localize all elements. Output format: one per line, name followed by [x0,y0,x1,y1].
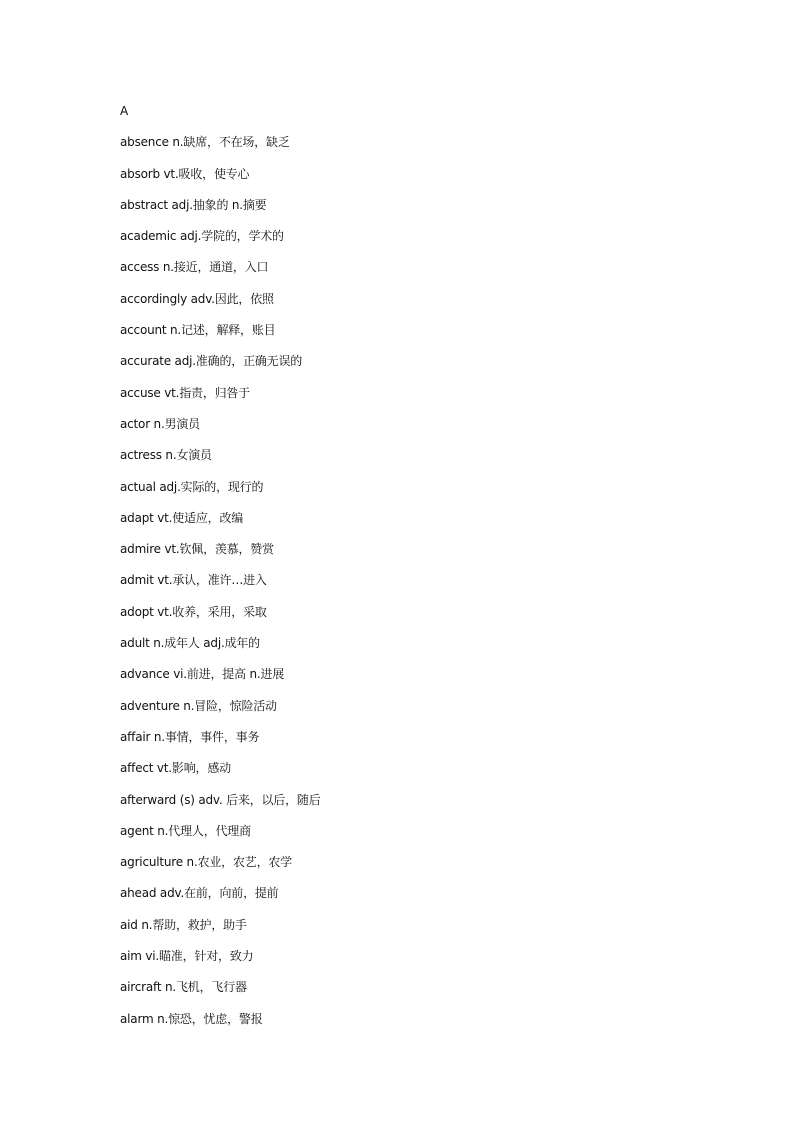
vocabulary-entry-aim: aim vi.瞄准，针对，致力 [120,949,254,964]
vocabulary-page [120,103,720,1042]
vocabulary-entry-academic: academic adj.学院的，学术的 [120,229,284,244]
vocabulary-entry-absorb: absorb vt.吸收，使专心 [120,166,250,181]
vocabulary-entry-account: account n.记述，解释，账目 [120,323,276,338]
vocabulary-entry-agent: agent n.代理人，代理商 [120,823,251,838]
vocabulary-entry-accuse: accuse vt.指责，归咎于 [120,385,251,400]
vocabulary-entry-aircraft: aircraft n.飞机，飞行器 [120,980,247,995]
vocabulary-list [120,134,720,1026]
vocabulary-entry-affect: affect vt.影响，感动 [120,761,231,776]
vocabulary-entry-advance: advance vi.前进，提高 n.进展 [120,667,285,682]
vocabulary-entry-alarm: alarm n.惊恐，忧虑，警报 [120,1011,263,1026]
vocabulary-entry-aid: aid n.帮助，救护，助手 [120,917,247,932]
vocabulary-entry-admit: admit vt.承认，准许…进入 [120,573,267,588]
vocabulary-entry-ahead: ahead adv.在前，向前，提前 [120,886,279,901]
vocabulary-entry-adult: adult n.成年人 adj.成年的 [120,636,260,651]
vocabulary-entry-actual: actual adj.实际的，现行的 [120,479,264,494]
vocabulary-entry-admire: admire vt.钦佩，羡慕，赞赏 [120,542,274,557]
vocabulary-entry-accurate: accurate adj.准确的，正确无误的 [120,354,303,369]
vocabulary-entry-actress: actress n.女演员 [120,448,212,463]
vocabulary-entry-afterward: afterward (s) adv. 后来，以后，随后 [120,792,321,807]
vocabulary-entry-abstract: abstract adj.抽象的 n.摘要 [120,197,267,212]
section-letter-heading: A [120,104,129,118]
vocabulary-entry-agriculture: agriculture n.农业，农艺，农学 [120,855,292,870]
vocabulary-entry-actor: actor n.男演员 [120,416,200,431]
vocabulary-entry-absence: absence n.缺席，不在场，缺乏 [120,135,290,150]
vocabulary-entry-adventure: adventure n.冒险，惊险活动 [120,698,277,713]
vocabulary-entry-accordingly: accordingly adv.因此，依照 [120,291,274,306]
vocabulary-entry-affair: affair n.事情，事件，事务 [120,729,260,744]
vocabulary-entry-access: access n.接近，通道，入口 [120,260,269,275]
vocabulary-entry-adopt: adopt vt.收养，采用，采取 [120,604,267,619]
vocabulary-entry-adapt: adapt vt.使适应，改编 [120,510,244,525]
